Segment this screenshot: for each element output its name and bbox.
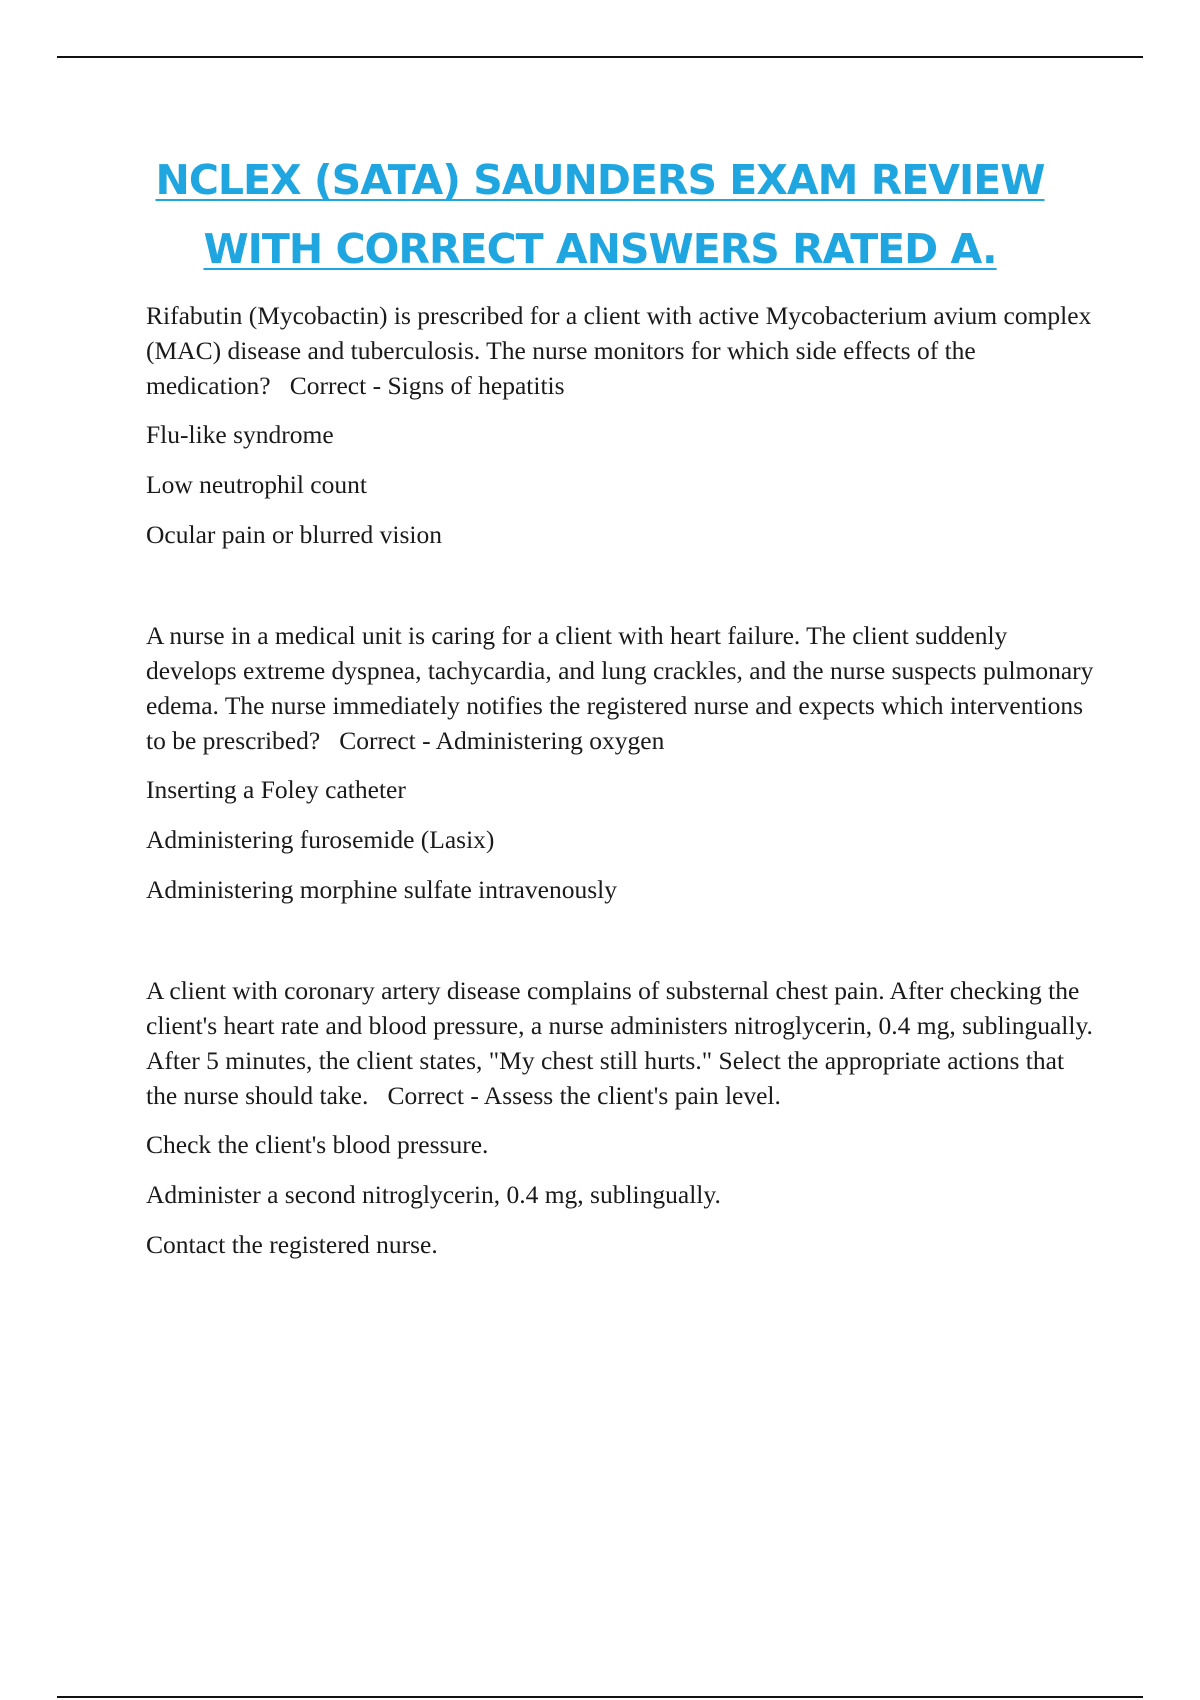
question-body: A client with coronary artery disease complains of substernal chest pain. After checking the client's heart rate and blood pressure, a nurse administers nitroglycerin, 0.4 mg, sublingually. After 5 minutes, the client states, "My chest still hurts." Select the appropriate actions that the nurse should take. bbox=[146, 976, 1093, 1110]
correct-answer: Correct - Assess the client's pain level. bbox=[387, 1081, 781, 1110]
question-body: A nurse in a medical unit is caring for a client with heart failure. The client suddenly develops extreme dyspnea, tachycardia, and lung crackles, and the nurse suspects pulmonary edema. The nurse immediately notifies the registered nurse and expects which interventions to be prescribed? bbox=[146, 621, 1094, 755]
title-line-1: NCLEX (SATA) SAUNDERS EXAM REVIEW bbox=[155, 156, 1045, 204]
answer-option: Inserting a Foley catheter bbox=[146, 775, 406, 804]
question-body: Rifabutin (Mycobactin) is prescribed for a client with active Mycobacterium avium complex (MAC) disease and tuberculosis. The nurse monitors for which side effects of the medication? bbox=[146, 301, 1092, 400]
question-text bbox=[146, 618, 1096, 758]
question-text bbox=[146, 298, 1096, 403]
answer-option: Ocular pain or blurred vision bbox=[146, 520, 443, 549]
document-title bbox=[0, 146, 1200, 284]
qa-block-2 bbox=[146, 618, 1096, 907]
question-text bbox=[146, 973, 1096, 1113]
title-line-2: WITH CORRECT ANSWERS RATED A. bbox=[203, 225, 997, 273]
correct-answer: Correct - Administering oxygen bbox=[339, 726, 665, 755]
bottom-rule bbox=[57, 1696, 1143, 1698]
answer-option: Low neutrophil count bbox=[146, 470, 367, 499]
answer-option: Administer a second nitroglycerin, 0.4 mg, sublingually. bbox=[146, 1180, 721, 1209]
qa-block-3 bbox=[146, 973, 1096, 1262]
top-rule bbox=[57, 56, 1143, 58]
answer-option: Administering furosemide (Lasix) bbox=[146, 825, 495, 854]
answer-option: Flu-like syndrome bbox=[146, 420, 334, 449]
correct-answer: Correct - Signs of hepatitis bbox=[289, 371, 565, 400]
answer-option: Administering morphine sulfate intravenously bbox=[146, 875, 617, 904]
qa-content bbox=[146, 298, 1096, 1277]
qa-block-1 bbox=[146, 298, 1096, 552]
answer-option: Contact the registered nurse. bbox=[146, 1230, 438, 1259]
answer-option: Check the client's blood pressure. bbox=[146, 1130, 489, 1159]
